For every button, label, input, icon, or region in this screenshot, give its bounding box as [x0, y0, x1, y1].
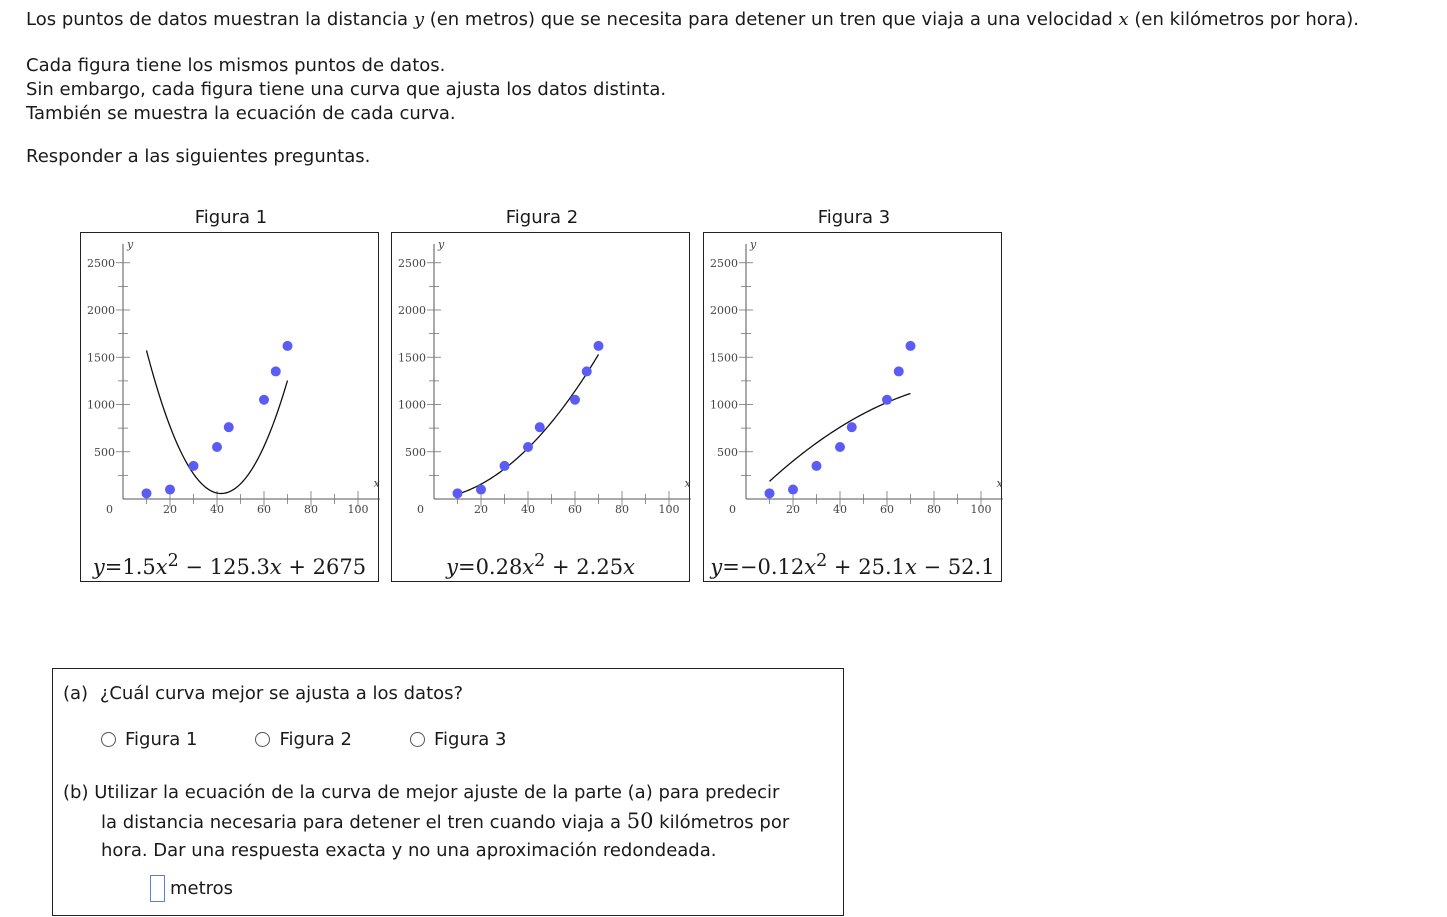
y-axis-label: y	[750, 237, 757, 251]
x-tick-label: 80	[615, 503, 629, 516]
question-a	[63, 683, 463, 704]
question-box	[52, 668, 844, 916]
option-label: Figura 1	[125, 729, 198, 750]
figure-title: Figura 1	[194, 207, 268, 228]
eq-coef-1: 0.28	[475, 555, 523, 579]
figure-1	[80, 204, 382, 582]
intro-line-2: Cada figura tiene los mismos puntos de datos.	[26, 55, 446, 76]
option-label: Figura 2	[279, 729, 352, 750]
x-tick-label: 20	[474, 503, 488, 516]
radio-circle-icon[interactable]	[255, 732, 270, 747]
chart-svg	[81, 233, 380, 553]
y-tick-label: 2500	[87, 256, 115, 270]
x-tick-label: 20	[163, 503, 177, 516]
eq-op-2: +	[288, 555, 306, 579]
answer-input[interactable]	[150, 875, 165, 902]
y-tick-label: 1000	[398, 398, 426, 412]
eq-coef-2: 125.3	[209, 555, 270, 579]
y-tick-label: 1500	[398, 351, 426, 365]
data-point	[271, 366, 281, 376]
eq-power: 2	[816, 551, 828, 571]
y-tick-label: 1000	[87, 398, 115, 412]
equation	[81, 551, 378, 579]
data-point	[224, 422, 234, 432]
eq-lhs: y	[710, 555, 723, 579]
eq-power: 2	[534, 551, 546, 571]
answer-options	[101, 729, 564, 750]
x-tick-label: 40	[210, 503, 224, 516]
question-b-text-a: Utilizar la ecuación de la curva de mejor ajuste de la parte (a) para predecir	[94, 782, 780, 803]
origin-label: 0	[106, 503, 113, 516]
eq-op-1: −	[185, 555, 204, 579]
x-tick-label: 60	[257, 503, 271, 516]
data-point	[142, 488, 152, 498]
intro-line-3: Sin embargo, cada figura tiene una curva que ajusta los datos distinta.	[26, 79, 667, 100]
data-point	[165, 485, 175, 495]
eq-var-1: x	[804, 555, 817, 579]
y-tick-label: 1500	[87, 351, 115, 365]
data-point	[765, 488, 775, 498]
eq-const: 52.1	[947, 555, 995, 579]
chart-svg	[392, 233, 691, 553]
y-axis-label: y	[127, 237, 134, 251]
question-b	[63, 779, 833, 865]
data-point	[570, 395, 580, 405]
y-axis-label: y	[438, 237, 445, 251]
x-tick-label: 80	[927, 503, 941, 516]
eq-const: 2675	[312, 555, 367, 579]
option-figura-1[interactable]	[101, 729, 197, 750]
question-b-text-c: kilómetros por	[653, 812, 790, 833]
y-tick-label: 2500	[398, 256, 426, 270]
data-point	[594, 341, 604, 351]
eq-sign: =	[104, 555, 123, 579]
figure-box	[703, 232, 1002, 582]
question-b-line-1	[63, 779, 833, 807]
y-tick-label: 1500	[710, 351, 738, 365]
eq-sign: =	[722, 555, 740, 579]
eq-var-2: x	[623, 555, 635, 579]
data-point	[523, 442, 533, 452]
eq-op-1: +	[552, 555, 570, 579]
question-b-label: (b)	[63, 782, 89, 803]
question-a-text: ¿Cuál curva mejor se ajusta a los datos?	[99, 683, 464, 704]
question-b-line-3: hora. Dar una respuesta exacta y no una aproximación redondeada.	[101, 840, 717, 861]
eq-sign: =	[457, 555, 476, 579]
equation	[392, 551, 689, 579]
x-axis-label: x	[996, 477, 1003, 490]
data-point	[582, 366, 592, 376]
eq-lhs: y	[92, 555, 105, 579]
figure-title: Figura 3	[817, 207, 891, 228]
origin-label: 0	[417, 503, 424, 516]
x-tick-label: 40	[521, 503, 535, 516]
data-point	[788, 485, 798, 495]
y-tick-label: 2000	[710, 304, 738, 317]
fit-curve	[770, 393, 911, 481]
radio-circle-icon[interactable]	[101, 732, 116, 747]
figure-box	[391, 232, 690, 582]
y-tick-label: 2000	[87, 304, 115, 317]
data-point	[812, 461, 822, 471]
data-point	[835, 442, 845, 452]
option-label: Figura 3	[433, 729, 507, 750]
var-x: x	[1118, 9, 1129, 30]
intro-text-a: Los puntos de datos muestran la distancia	[26, 9, 414, 30]
intro-line-5: Responder a las siguientes preguntas.	[26, 146, 371, 167]
eq-var-1: x	[155, 555, 168, 579]
data-point	[500, 461, 510, 471]
y-tick-label: 2500	[710, 256, 738, 270]
data-point	[189, 461, 199, 471]
figure-3	[703, 204, 1005, 582]
eq-var-1: x	[522, 555, 535, 579]
eq-lhs: y	[446, 555, 458, 579]
x-tick-label: 80	[304, 503, 318, 516]
speed-value: 50	[626, 809, 654, 833]
data-point	[283, 341, 293, 351]
chart-svg	[704, 233, 1003, 553]
intro-text-c: (en kilómetros por hora).	[1128, 9, 1359, 30]
intro-text	[26, 8, 1359, 169]
equation	[704, 551, 1001, 579]
unit-label: metros	[170, 878, 234, 899]
data-point	[453, 488, 463, 498]
data-point	[882, 395, 892, 405]
x-tick-label: 60	[568, 503, 582, 516]
question-b-text-b: la distancia necesaria para detener el tren cuando viaja a	[101, 812, 627, 833]
figure-box	[80, 232, 379, 582]
fit-curve	[147, 350, 288, 493]
eq-var-2: x	[269, 555, 282, 579]
eq-coef-1: 1.5	[122, 555, 156, 579]
data-point	[894, 366, 904, 376]
question-a-label: (a)	[63, 683, 89, 704]
fit-curve	[458, 354, 599, 494]
intro-line-4: También se muestra la ecuación de cada curva.	[26, 103, 456, 124]
x-tick-label: 20	[786, 503, 800, 516]
eq-op-1: +	[833, 555, 852, 579]
eq-op-2: −	[923, 555, 942, 579]
y-tick-label: 500	[717, 445, 738, 459]
data-point	[535, 422, 545, 432]
data-point	[847, 422, 857, 432]
eq-coef-2: 2.25	[576, 555, 624, 579]
x-tick-label: 60	[880, 503, 894, 516]
x-tick-label: 100	[347, 503, 369, 516]
intro-text-b: (en metros) que se necesita para detener un tren que viaja a una velocidad	[423, 9, 1119, 30]
y-tick-label: 2000	[398, 304, 426, 317]
question-b-line-2	[63, 807, 833, 837]
eq-var-2: x	[904, 555, 917, 579]
x-tick-label: 40	[833, 503, 847, 516]
data-point	[476, 485, 486, 495]
option-figura-3[interactable]	[410, 729, 506, 750]
var-y: y	[413, 9, 424, 30]
eq-coef-1: −0.12	[739, 555, 805, 579]
figure-2	[391, 204, 693, 582]
y-tick-label: 500	[94, 445, 115, 459]
data-point	[259, 395, 269, 405]
y-tick-label: 500	[405, 445, 426, 459]
intro-line-1	[26, 8, 1359, 32]
answer-row	[150, 875, 233, 902]
eq-coef-2: 25.1	[858, 555, 905, 579]
option-figura-2[interactable]	[255, 729, 351, 750]
data-point	[212, 442, 222, 452]
data-point	[906, 341, 916, 351]
x-axis-label: x	[684, 477, 691, 490]
radio-circle-icon[interactable]	[410, 732, 425, 747]
x-axis-label: x	[373, 477, 380, 490]
y-tick-label: 1000	[710, 398, 738, 412]
origin-label: 0	[729, 503, 736, 516]
x-tick-label: 100	[970, 503, 992, 516]
eq-power: 2	[167, 551, 179, 571]
figure-title: Figura 2	[505, 207, 579, 228]
x-tick-label: 100	[658, 503, 680, 516]
